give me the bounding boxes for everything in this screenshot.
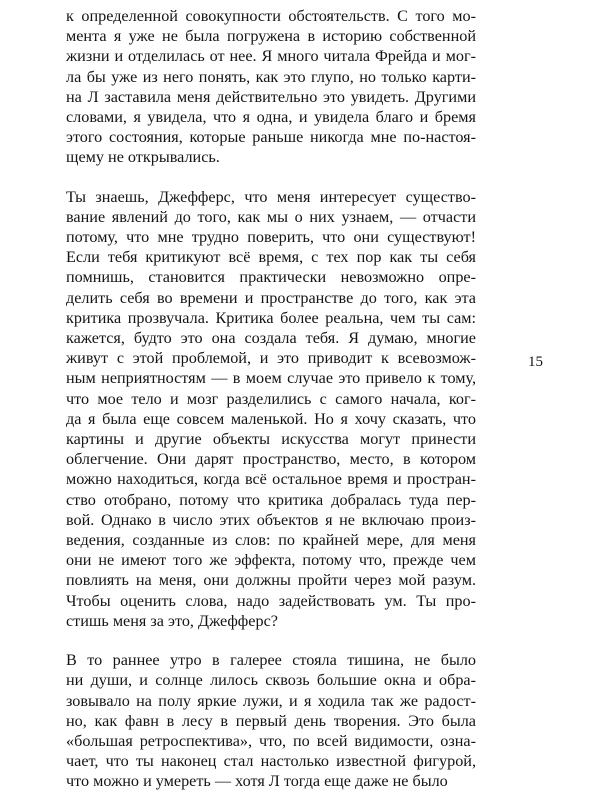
text-line: можно находиться, когда всё остальное время и простран- [66,470,476,489]
text-line: зовывало на полу яркие лужи, и я ходила так же радост- [66,691,476,710]
text-line: ным неприятностям — в моем случае это привело к тому, [66,369,476,388]
text-line: ведения, созданные из слов: по крайней мере, для меня [66,531,476,550]
text-line: потому, что мне трудно поверить, что они существуют! [66,228,476,247]
body-text [66,6,476,792]
text-line: ство отобрано, потому что критика добралась туда пер- [66,490,476,509]
text-line: они не имеют того же эффекта, потому что, прежде чем [66,551,476,570]
text-line: но, как фавн в лесу в первый день творения. Это была [66,711,476,730]
text-line: чает, что ты наконец стал настолько известной фигурой, [66,752,476,771]
paragraph-3 [66,650,476,791]
text-line: что можно и умереть — хотя Л тогда еще даже не было [66,772,448,791]
text-line: повлиять на меня, они должны пройти через мой разум. [66,571,476,590]
text-line: облегчение. Они дарят пространство, место, в котором [66,450,476,469]
text-line: щему не открывались. [66,148,220,167]
text-line: вание явлений до того, как мы о них узнаем, — отчасти [66,207,476,226]
text-line: «большая ретроспектива», что, по всей видимости, озна- [66,731,476,750]
text-line: Ты знаешь, Джефферс, что меня интересует существо- [66,187,476,206]
paragraph-2 [66,187,476,631]
text-line: помнишь, становится практически невозможно опре- [66,268,476,287]
text-line: стишь меня за это, Джефферс? [66,611,278,630]
paragraph-1 [66,6,476,168]
text-line: Чтобы оценить слова, надо задействовать ум. Ты про- [66,591,476,610]
text-line: этого состояния, которые раньше никогда мне по-настоя- [66,128,476,147]
text-line: кажется, будто это она создала тебя. Я думаю, многие [66,329,476,348]
text-line: делить себя во времени и пространстве до того, как эта [66,288,476,307]
text-line: живут с этой проблемой, и это приводит к всевозмож- [66,349,476,368]
text-line: на Л заставила меня действительно это увидеть. Другими [66,87,476,106]
text-line: В то раннее утро в галерее стояла тишина, не было [66,651,476,670]
text-line: мента я уже не была погружена в историю собственной [66,27,476,46]
text-line: да я была еще совсем маленькой. Но я хочу сказать, что [66,409,476,428]
page-number: 15 [528,354,543,370]
text-line: ни души, и солнце лилось сквозь большие окна и обра- [66,671,476,690]
text-line: ла бы уже из него понять, как это глупо, но только карти- [66,67,476,86]
text-line: Если тебя критикуют всё время, с тех пор как ты себя [66,248,476,267]
text-line: к определенной совокупности обстоятельств. С того мо- [66,7,476,25]
text-line: словами, я увидела, что я одна, и увидела благо и бремя [66,108,476,127]
text-line: что мое тело и мозг разделились с самого начала, ког- [66,389,476,408]
text-line: критика прозвучала. Критика более реальна, чем ты сам: [66,308,476,327]
text-line: вой. Однако в число этих объектов я не включаю произ- [66,510,476,529]
text-line: жизни и отделилась от нее. Я много читала Фрейда и мог- [66,47,476,66]
text-line: картины и другие объекты искусства могут принести [66,430,476,449]
